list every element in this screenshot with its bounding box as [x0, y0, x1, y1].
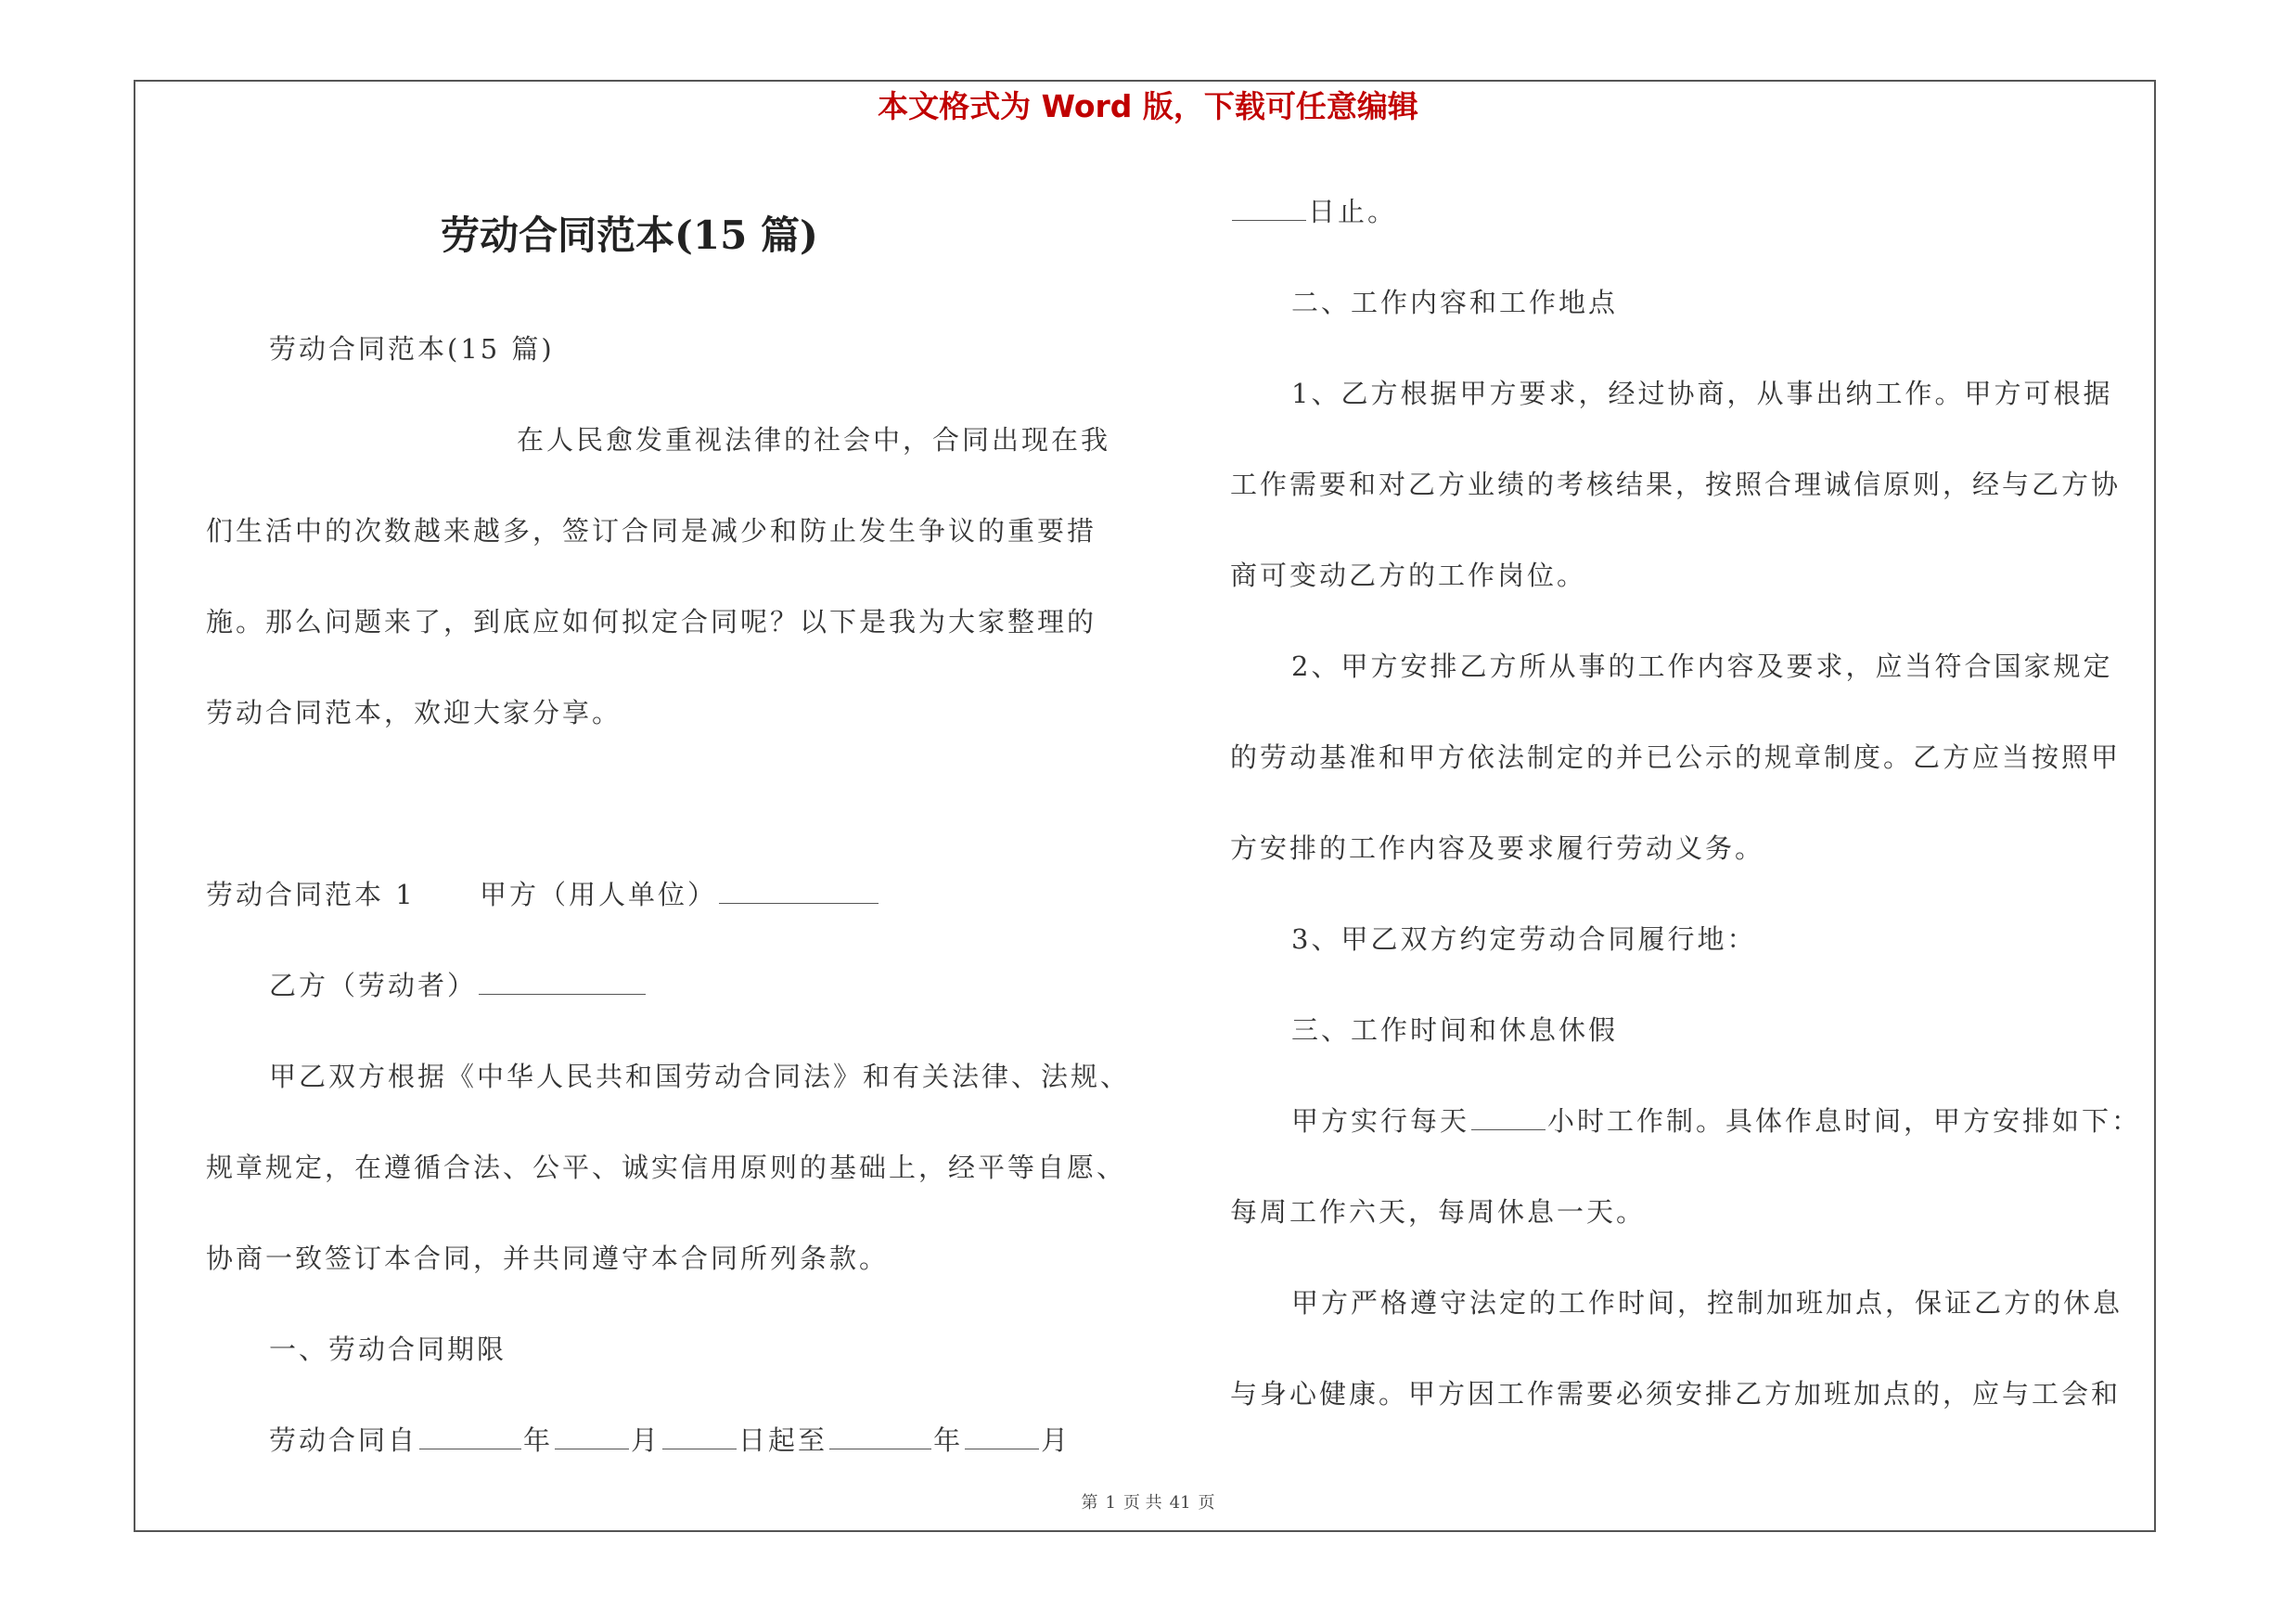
party-a-label: 甲方（用人单位）: [480, 879, 718, 910]
page-total: 41: [1169, 1493, 1191, 1513]
footer-suffix: 页: [1198, 1493, 1215, 1513]
overtime-line-2: 与身心健康。甲方因工作需要必须安排乙方加班加点的，应与工会和: [1230, 1378, 2122, 1410]
term-end-day-blank: [1232, 196, 1306, 221]
intro-line-3: 施。那么问题来了，到底应如何拟定合同呢？以下是我为大家整理的: [206, 606, 1097, 638]
term-end-line: [1230, 193, 1397, 230]
clause-1-line-1: 1、乙方根据甲方要求，经过协商，从事出纳工作。甲方可根据: [1291, 378, 2113, 409]
term-end-month-blank: [965, 1424, 1039, 1449]
heading-work-content: 二、工作内容和工作地点: [1291, 287, 1619, 318]
term-start-month-blank: [555, 1424, 629, 1449]
intro-line-1: 在人民愈发重视法律的社会中，合同出现在我: [517, 424, 1111, 456]
party-a-field: [480, 876, 880, 913]
work-hours-line-1: [1291, 1102, 2141, 1140]
clause-1-line-2: 工作需要和对乙方业绩的考核结果，按照合理诚信原则，经与乙方协: [1230, 469, 2122, 500]
clause-2-line-1: 2、甲方安排乙方所从事的工作内容及要求，应当符合国家规定: [1291, 650, 2113, 682]
party-a-blank: [719, 879, 879, 904]
intro-line-4: 劳动合同范本，欢迎大家分享。: [206, 697, 622, 728]
overtime-line-1: 甲方严格遵守法定的工作时间，控制加班加点，保证乙方的休息: [1291, 1287, 2123, 1319]
heading-work-hours: 三、工作时间和休息休假: [1291, 1014, 1619, 1046]
term-month-2: 月: [1041, 1424, 1071, 1456]
page-footer: [0, 1492, 2296, 1514]
term-year-2: 年: [933, 1424, 964, 1456]
term-prefix: 劳动合同自: [269, 1424, 418, 1456]
party-b-field: [269, 967, 648, 1004]
clause-3: 3、甲乙双方约定劳动合同履行地：: [1291, 923, 1757, 955]
basis-line-3: 协商一致签订本合同，并共同遵守本合同所列条款。: [206, 1243, 890, 1274]
basis-line-2: 规章规定，在遵循合法、公平、诚实信用原则的基础上，经平等自愿、: [206, 1152, 1127, 1183]
daily-hours-blank: [1471, 1105, 1546, 1130]
document-title: 劳动合同范本(15 篇): [441, 213, 818, 258]
term-end-year-blank: [829, 1424, 931, 1449]
work-hours-line-2: 每周工作六天，每周休息一天。: [1230, 1196, 1647, 1228]
clause-1-line-3: 商可变动乙方的工作岗位。: [1230, 560, 1587, 591]
party-b-label: 乙方（劳动者）: [269, 970, 478, 1001]
footer-prefix: 第: [1081, 1493, 1098, 1513]
party-b-blank: [479, 970, 646, 995]
contract-section-label: 劳动合同范本 1: [206, 879, 416, 910]
basis-line-1: 甲乙双方根据《中华人民共和国劳动合同法》和有关法律、法规、: [269, 1061, 1131, 1092]
hours-prefix: 甲方实行每天: [1291, 1105, 1470, 1137]
page-number: 1: [1105, 1493, 1116, 1513]
subtitle: 劳动合同范本(15 篇): [269, 333, 555, 365]
heading-contract-term: 一、劳动合同期限: [269, 1333, 507, 1365]
contract-term-line: [269, 1422, 1071, 1459]
term-start-day-blank: [662, 1424, 737, 1449]
clause-2-line-3: 方安排的工作内容及要求履行劳动义务。: [1230, 832, 1765, 864]
footer-middle: 页 共: [1122, 1493, 1162, 1513]
banner-notice: 本文格式为 Word 版，下载可任意编辑: [878, 88, 1418, 124]
clause-2-line-2: 的劳动基准和甲方依法制定的并已公示的规章制度。乙方应当按照甲: [1230, 741, 2122, 773]
term-year-1: 年: [523, 1424, 554, 1456]
term-month-1: 月: [631, 1424, 661, 1456]
intro-line-2: 们生活中的次数越来越多，签订合同是减少和防止发生争议的重要措: [206, 515, 1097, 547]
term-day-from: 日起至: [738, 1424, 828, 1456]
hours-suffix: 小时工作制。具体作息时间，甲方安排如下：: [1547, 1105, 2142, 1137]
term-start-year-blank: [419, 1424, 521, 1449]
term-end-text: 日止。: [1308, 196, 1398, 227]
